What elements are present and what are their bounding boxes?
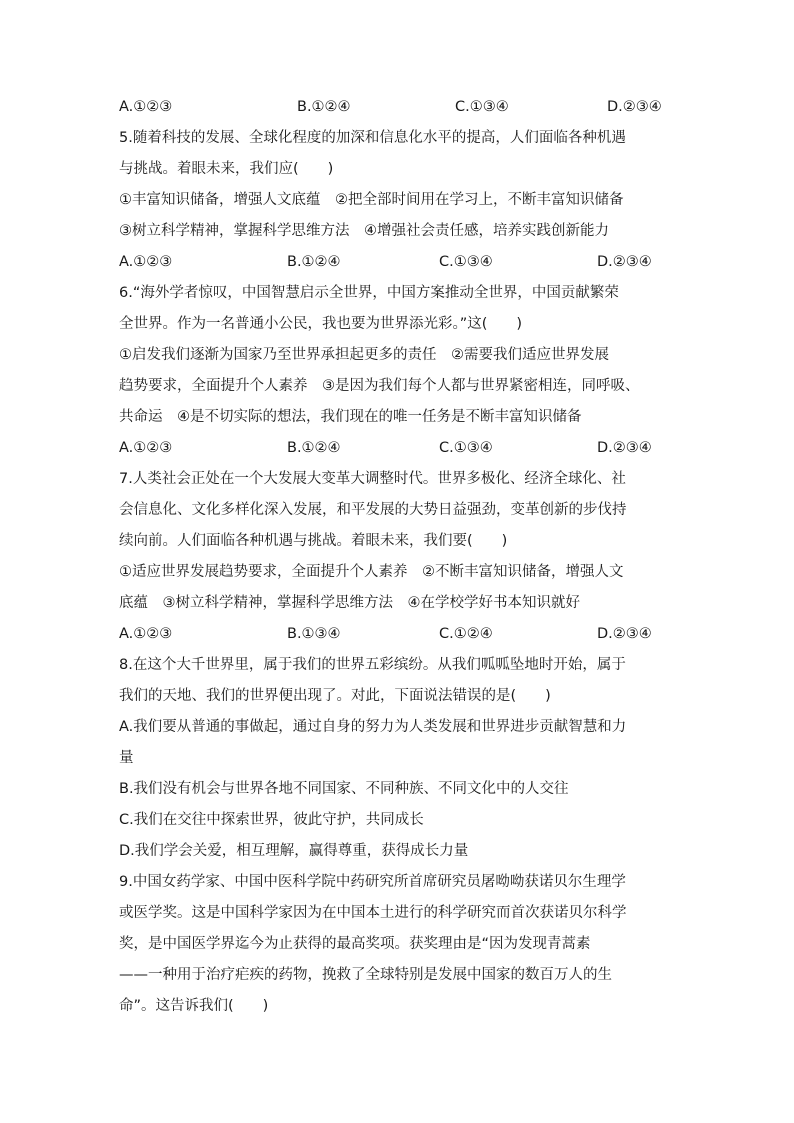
options-row: [119, 247, 679, 278]
option-b: B.①②④: [287, 254, 341, 270]
option-c: C.①②④: [439, 626, 493, 642]
question-line: 全世界。作为一名普通小公民，我也要为世界添光彩。”这( ): [119, 316, 523, 332]
question-line: 或医学奖。这是中国科学家因为在中国本土进行的科学研究而首次获诺贝尔科学: [119, 905, 627, 921]
option-c: C.①③④: [439, 254, 493, 270]
option-b: B.①②④: [287, 440, 341, 456]
option-d: D.②③④: [597, 254, 652, 270]
question-line: 命”。这告诉我们( ): [119, 998, 269, 1014]
document-page: [119, 92, 679, 1022]
question-6: [119, 278, 679, 464]
question-line: ①适应世界发展趋势要求，全面提升个人素养 ②不断丰富知识储备，增强人文: [119, 564, 624, 580]
option-d: D.②③④: [597, 626, 652, 642]
question-line: 会信息化、文化多样化深入发展，和平发展的大势日益强劲，变革创新的步伐持: [119, 502, 627, 518]
option-c-line: C.我们在交往中探索世界，彼此守护，共同成长: [119, 812, 424, 828]
option-a-line: A.我们要从普通的事做起，通过自身的努力为人类发展和世界进步贡献智慧和力: [119, 719, 627, 735]
option-d: D.②③④: [607, 99, 662, 115]
question-8: [119, 650, 679, 867]
question-line: 8.在这个大千世界里，属于我们的世界五彩缤纷。从我们呱呱坠地时开始，属于: [119, 657, 626, 673]
question-9: [119, 867, 679, 1022]
question-7: [119, 464, 679, 650]
question-line: 6.“海外学者惊叹，中国智慧启示全世界，中国方案推动全世界，中国贡献繁荣: [119, 285, 619, 301]
option-d-line: D.我们学会关爱，相互理解，赢得尊重，获得成长力量: [119, 843, 469, 859]
question-line: 奖，是中国医学界迄今为止获得的最高奖项。获奖理由是“因为发现青蒿素: [119, 936, 591, 952]
option-c: C.①③④: [455, 99, 509, 115]
option-a: A.①②③: [119, 254, 173, 270]
option-a: A.①②③: [119, 440, 173, 456]
question-line: 共命运 ④是不切实际的想法，我们现在的唯一任务是不断丰富知识储备: [119, 409, 582, 425]
question-line: ①启发我们逐渐为国家乃至世界承担起更多的责任 ②需要我们适应世界发展: [119, 347, 609, 363]
option-b-line: B.我们没有机会与世界各地不同国家、不同种族、不同文化中的人交往: [119, 781, 569, 797]
options-row-prev: [119, 92, 679, 123]
question-5: [119, 123, 679, 278]
option-a-line: 量: [119, 750, 134, 766]
question-line: 底蕴 ③树立科学精神，掌握科学思维方法 ④在学校学好书本知识就好: [119, 595, 580, 611]
option-a: A.①②③: [119, 626, 173, 642]
question-line: ①丰富知识储备，增强人文底蕴 ②把全部时间用在学习上，不断丰富知识储备: [119, 192, 624, 208]
option-d: D.②③④: [597, 440, 652, 456]
question-line: 趋势要求，全面提升个人素养 ③是因为我们每个人都与世界紧密相连，同呼吸、: [119, 378, 640, 394]
option-c: C.①③④: [439, 440, 493, 456]
option-b: B.①③④: [287, 626, 341, 642]
options-row: [119, 433, 679, 464]
question-line: 9.中国女药学家、中国中医科学院中药研究所首席研究员屠呦呦获诺贝尔生理学: [119, 874, 626, 890]
question-line: ③树立科学精神，掌握科学思维方法 ④增强社会责任感，培养实践创新能力: [119, 223, 609, 239]
question-line: 7.人类社会正处在一个大发展大变革大调整时代。世界多极化、经济全球化、社: [119, 471, 626, 487]
options-row: [119, 619, 679, 650]
question-line: 与挑战。着眼未来，我们应( ): [119, 161, 334, 177]
option-a: A.①②③: [119, 99, 173, 115]
question-line: 我们的天地、我们的世界便出现了。对此，下面说法错误的是( ): [119, 688, 551, 704]
question-line: 续向前。人们面临各种机遇与挑战。着眼未来，我们要( ): [119, 533, 508, 549]
question-line: ——一种用于治疗疟疾的药物，挽救了全球特别是发展中国家的数百万人的生: [119, 967, 612, 983]
question-line: 5.随着科技的发展、全球化程度的加深和信息化水平的提高，人们面临各种机遇: [119, 130, 626, 146]
option-b: B.①②④: [297, 99, 351, 115]
